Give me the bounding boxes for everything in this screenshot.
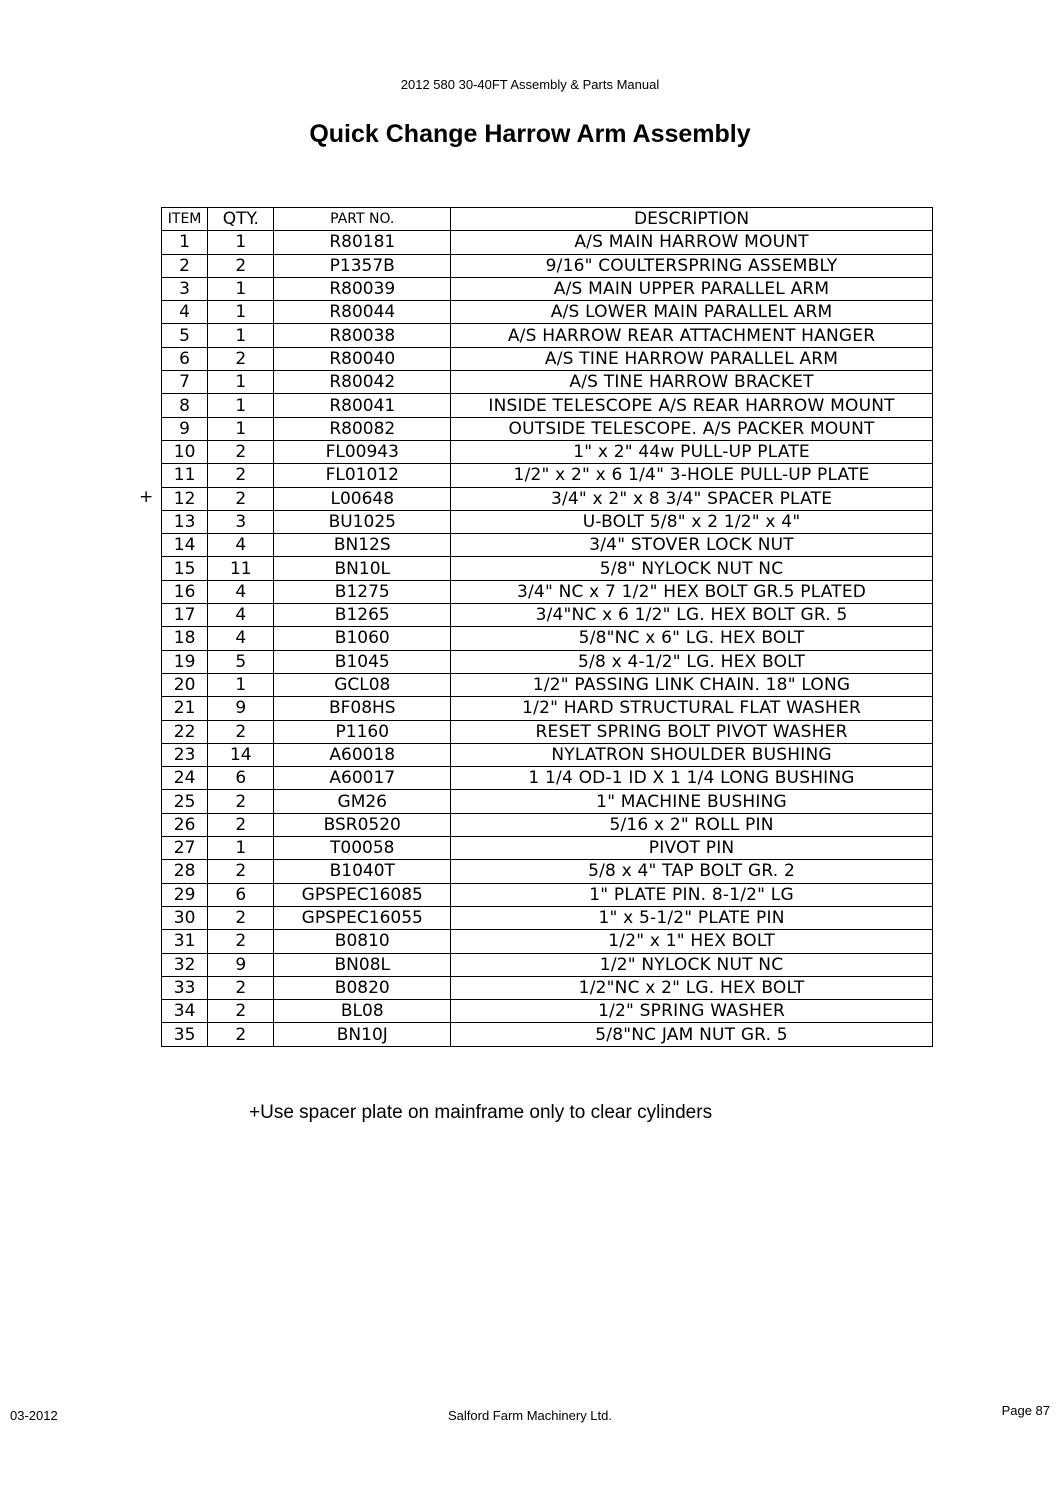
cell-qty: 3 (208, 510, 274, 533)
cell-description: 3/4" STOVER LOCK NUT (451, 534, 933, 557)
cell-part-no: BSR0520 (274, 813, 451, 836)
cell-item: 22 (162, 720, 208, 743)
cell-description: 5/16 x 2" ROLL PIN (451, 813, 933, 836)
cell-qty: 6 (208, 767, 274, 790)
cell-description: A/S MAIN HARROW MOUNT (451, 231, 933, 254)
cell-part-no: B0810 (274, 930, 451, 953)
cell-item: 3 (162, 277, 208, 300)
cell-item: 29 (162, 883, 208, 906)
cell-part-no: R80181 (274, 231, 451, 254)
cell-part-no: BU1025 (274, 510, 451, 533)
cell-description: 1/2"NC x 2" LG. HEX BOLT (451, 976, 933, 999)
cell-qty: 2 (208, 930, 274, 953)
cell-qty: 4 (208, 580, 274, 603)
table-row (162, 790, 933, 813)
cell-item: 6 (162, 347, 208, 370)
table-row (162, 767, 933, 790)
row-marker: + (139, 487, 154, 508)
table-row (162, 440, 933, 463)
cell-part-no: B1265 (274, 604, 451, 627)
table-row (162, 1000, 933, 1023)
table-row (162, 417, 933, 440)
cell-description: U-BOLT 5/8" x 2 1/2" x 4" (451, 510, 933, 533)
cell-part-no: BN10L (274, 557, 451, 580)
cell-qty: 2 (208, 347, 274, 370)
cell-description: PIVOT PIN (451, 837, 933, 860)
cell-qty: 1 (208, 394, 274, 417)
column-header-item: ITEM (162, 208, 208, 231)
cell-item: 27 (162, 837, 208, 860)
cell-description: 5/8 x 4-1/2" LG. HEX BOLT (451, 650, 933, 673)
table-row (162, 673, 933, 696)
cell-description: A/S LOWER MAIN PARALLEL ARM (451, 301, 933, 324)
cell-part-no: P1160 (274, 720, 451, 743)
table-row (162, 231, 933, 254)
cell-part-no: B1040T (274, 860, 451, 883)
table-row (162, 557, 933, 580)
cell-item: 18 (162, 627, 208, 650)
cell-qty: 5 (208, 650, 274, 673)
cell-qty: 4 (208, 604, 274, 627)
table-row (162, 487, 933, 510)
cell-item: 26 (162, 813, 208, 836)
page-title: Quick Change Harrow Arm Assembly (309, 120, 751, 148)
cell-description: A/S HARROW REAR ATTACHMENT HANGER (451, 324, 933, 347)
cell-description: 1 1/4 OD-1 ID X 1 1/4 LONG BUSHING (451, 767, 933, 790)
cell-qty: 1 (208, 417, 274, 440)
cell-item: 23 (162, 743, 208, 766)
footnote: +Use spacer plate on mainframe only to clear cylinders (249, 1102, 713, 1123)
cell-part-no: P1357B (274, 254, 451, 277)
cell-part-no: BN08L (274, 953, 451, 976)
cell-qty: 2 (208, 464, 274, 487)
table-row (162, 743, 933, 766)
cell-item: 11 (162, 464, 208, 487)
cell-part-no: BN12S (274, 534, 451, 557)
table-row (162, 906, 933, 929)
cell-part-no: B0820 (274, 976, 451, 999)
cell-qty: 14 (208, 743, 274, 766)
table-header-row (162, 208, 933, 231)
cell-qty: 1 (208, 301, 274, 324)
cell-qty: 9 (208, 697, 274, 720)
cell-part-no: B1275 (274, 580, 451, 603)
cell-part-no: R80044 (274, 301, 451, 324)
cell-part-no: R80041 (274, 394, 451, 417)
cell-part-no: BF08HS (274, 697, 451, 720)
cell-description: NYLATRON SHOULDER BUSHING (451, 743, 933, 766)
cell-description: 5/8 x 4" TAP BOLT GR. 2 (451, 860, 933, 883)
cell-item: 14 (162, 534, 208, 557)
cell-description: 9/16" COULTERSPRING ASSEMBLY (451, 254, 933, 277)
cell-description: 3/4" NC x 7 1/2" HEX BOLT GR.5 PLATED (451, 580, 933, 603)
table-row (162, 580, 933, 603)
cell-qty: 9 (208, 953, 274, 976)
cell-description: INSIDE TELESCOPE A/S REAR HARROW MOUNT (451, 394, 933, 417)
cell-part-no: R80082 (274, 417, 451, 440)
cell-qty: 6 (208, 883, 274, 906)
cell-item: 32 (162, 953, 208, 976)
table-row (162, 324, 933, 347)
cell-qty: 2 (208, 860, 274, 883)
cell-item: 9 (162, 417, 208, 440)
table-row (162, 930, 933, 953)
cell-item: 7 (162, 371, 208, 394)
cell-part-no: FL01012 (274, 464, 451, 487)
cell-description: 3/4"NC x 6 1/2" LG. HEX BOLT GR. 5 (451, 604, 933, 627)
cell-qty: 2 (208, 254, 274, 277)
cell-item: 1 (162, 231, 208, 254)
cell-description: 5/8" NYLOCK NUT NC (451, 557, 933, 580)
cell-qty: 2 (208, 976, 274, 999)
cell-item: 4 (162, 301, 208, 324)
cell-qty: 1 (208, 277, 274, 300)
cell-part-no: R80040 (274, 347, 451, 370)
cell-qty: 1 (208, 673, 274, 696)
table-row (162, 883, 933, 906)
cell-description: 1" MACHINE BUSHING (451, 790, 933, 813)
cell-description: 1/2" x 2" x 6 1/4" 3-HOLE PULL-UP PLATE (451, 464, 933, 487)
cell-item: 15 (162, 557, 208, 580)
cell-description: 1/2" SPRING WASHER (451, 1000, 933, 1023)
table-row (162, 371, 933, 394)
table-row (162, 720, 933, 743)
cell-item: 5 (162, 324, 208, 347)
table-row (162, 277, 933, 300)
cell-item: 35 (162, 1023, 208, 1046)
cell-part-no: BN10J (274, 1023, 451, 1046)
cell-item: 17 (162, 604, 208, 627)
cell-part-no: R80039 (274, 277, 451, 300)
cell-item: 33 (162, 976, 208, 999)
cell-qty: 2 (208, 720, 274, 743)
table-row (162, 604, 933, 627)
cell-part-no: GPSPEC16055 (274, 906, 451, 929)
cell-qty: 4 (208, 627, 274, 650)
cell-description: 5/8"NC JAM NUT GR. 5 (451, 1023, 933, 1046)
manual-header: 2012 580 30-40FT Assembly & Parts Manual (400, 77, 660, 92)
footer-date: 03-2012 (10, 1408, 58, 1423)
cell-qty: 1 (208, 231, 274, 254)
table-row (162, 510, 933, 533)
cell-item: 8 (162, 394, 208, 417)
cell-part-no: B1045 (274, 650, 451, 673)
parts-table (161, 207, 933, 1047)
cell-item: 25 (162, 790, 208, 813)
page-number: Page 87 (1001, 1403, 1050, 1418)
cell-qty: 11 (208, 557, 274, 580)
cell-item: 20 (162, 673, 208, 696)
cell-qty: 2 (208, 1023, 274, 1046)
cell-description: 5/8"NC x 6" LG. HEX BOLT (451, 627, 933, 650)
cell-item: 10 (162, 440, 208, 463)
cell-qty: 2 (208, 790, 274, 813)
table-row (162, 650, 933, 673)
table-row (162, 697, 933, 720)
cell-part-no: A60017 (274, 767, 451, 790)
cell-qty: 2 (208, 440, 274, 463)
cell-item: 24 (162, 767, 208, 790)
cell-part-no: GPSPEC16085 (274, 883, 451, 906)
cell-qty: 2 (208, 1000, 274, 1023)
cell-description: RESET SPRING BOLT PIVOT WASHER (451, 720, 933, 743)
cell-qty: 2 (208, 906, 274, 929)
cell-description: 1" x 2" 44w PULL-UP PLATE (451, 440, 933, 463)
cell-part-no: R80038 (274, 324, 451, 347)
cell-description: A/S TINE HARROW PARALLEL ARM (451, 347, 933, 370)
column-header-qty: QTY. (208, 208, 274, 231)
cell-description: 1/2" x 1" HEX BOLT (451, 930, 933, 953)
cell-item: 28 (162, 860, 208, 883)
table-row (162, 953, 933, 976)
cell-part-no: A60018 (274, 743, 451, 766)
table-row (162, 301, 933, 324)
column-header-part-no: PART NO. (274, 208, 451, 231)
table-row (162, 837, 933, 860)
table-row (162, 394, 933, 417)
cell-part-no: B1060 (274, 627, 451, 650)
cell-qty: 2 (208, 813, 274, 836)
table-row (162, 813, 933, 836)
cell-item: 21 (162, 697, 208, 720)
table-row (162, 1023, 933, 1046)
cell-qty: 2 (208, 487, 274, 510)
table-row (162, 464, 933, 487)
cell-qty: 1 (208, 324, 274, 347)
cell-description: A/S TINE HARROW BRACKET (451, 371, 933, 394)
cell-item: 12 (162, 487, 208, 510)
cell-qty: 4 (208, 534, 274, 557)
table-row (162, 347, 933, 370)
cell-item: 30 (162, 906, 208, 929)
cell-qty: 1 (208, 837, 274, 860)
table-row (162, 534, 933, 557)
cell-part-no: BL08 (274, 1000, 451, 1023)
cell-description: 1" x 5-1/2" PLATE PIN (451, 906, 933, 929)
table-row (162, 860, 933, 883)
cell-part-no: L00648 (274, 487, 451, 510)
cell-item: 13 (162, 510, 208, 533)
table-row (162, 976, 933, 999)
cell-part-no: R80042 (274, 371, 451, 394)
cell-description: 1/2" NYLOCK NUT NC (451, 953, 933, 976)
cell-description: OUTSIDE TELESCOPE. A/S PACKER MOUNT (451, 417, 933, 440)
cell-description: 1" PLATE PIN. 8-1/2" LG (451, 883, 933, 906)
cell-item: 2 (162, 254, 208, 277)
cell-description: A/S MAIN UPPER PARALLEL ARM (451, 277, 933, 300)
cell-part-no: FL00943 (274, 440, 451, 463)
footer-company: Salford Farm Machinery Ltd. (447, 1408, 612, 1423)
column-header-description: DESCRIPTION (451, 208, 933, 231)
table-row (162, 627, 933, 650)
cell-part-no: GCL08 (274, 673, 451, 696)
table-row (162, 254, 933, 277)
cell-part-no: T00058 (274, 837, 451, 860)
cell-qty: 1 (208, 371, 274, 394)
parts-table-body (162, 231, 933, 1046)
cell-item: 31 (162, 930, 208, 953)
cell-item: 16 (162, 580, 208, 603)
cell-description: 3/4" x 2" x 8 3/4" SPACER PLATE (451, 487, 933, 510)
cell-description: 1/2" PASSING LINK CHAIN. 18" LONG (451, 673, 933, 696)
cell-description: 1/2" HARD STRUCTURAL FLAT WASHER (451, 697, 933, 720)
cell-item: 34 (162, 1000, 208, 1023)
cell-item: 19 (162, 650, 208, 673)
cell-part-no: GM26 (274, 790, 451, 813)
